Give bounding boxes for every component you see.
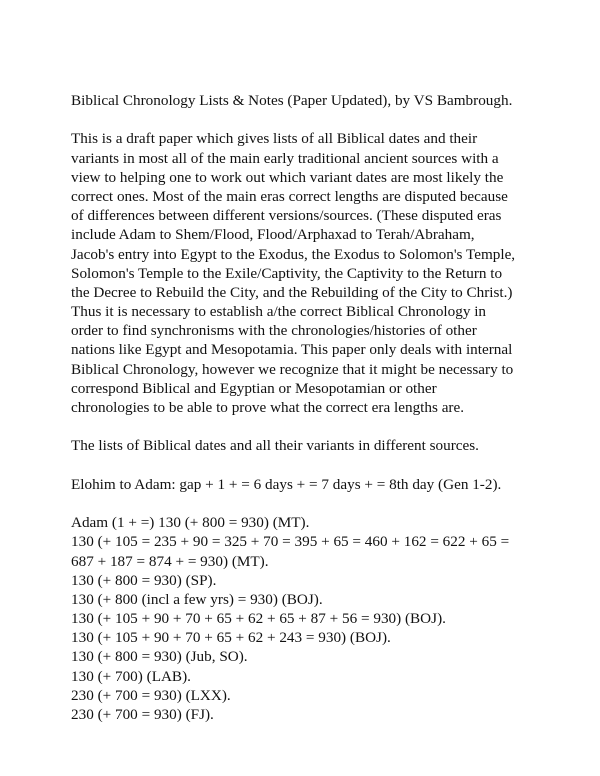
intro-line: This is a draft paper which gives lists of all Biblical dates and their — [71, 130, 478, 148]
adam-entry: 130 (+ 105 = 235 + 90 = 325 + 70 = 395 + 65 = 460 + 162 = 622 + 65 = — [71, 533, 510, 551]
adam-entry: 687 + 187 = 874 + = 930) (MT). — [71, 552, 269, 570]
adam-entry: 230 (+ 700 = 930) (FJ). — [71, 706, 214, 723]
adam-entry: 130 (+ 105 + 90 + 70 + 65 + 62 + 243 = 930) (BOJ). — [71, 629, 391, 647]
intro-line: variants in most all of the main early traditional ancient sources with a — [71, 149, 499, 167]
lists-heading: The lists of Biblical dates and all their variants in different sources. — [71, 437, 479, 455]
adam-entry: 130 (+ 800 = 930) (Jub, SO). — [71, 648, 248, 666]
intro-line: include Adam to Shem/Flood, Flood/Arphaxad to Terah/Abraham, — [71, 226, 475, 244]
lists-heading-paragraph — [71, 436, 541, 455]
intro-line: order to find synchronisms with the chronologies/histories of other — [71, 322, 477, 340]
adam-entry: 230 (+ 700 = 930) (LXX). — [71, 686, 231, 704]
intro-line: correct ones. Most of the main eras correct lengths are disputed because — [71, 187, 508, 205]
adam-entry: Adam (1 + =) 130 (+ 800 = 930) (MT). — [71, 514, 310, 532]
intro-line: Solomon's Temple to the Exile/Captivity, the Captivity to the Return to — [71, 264, 503, 282]
elohim-to-adam-entry: Elohim to Adam: gap + 1 + = 6 days + = 7 days + = 8th day (Gen 1-2). — [71, 475, 502, 493]
intro-paragraph — [71, 129, 541, 417]
adam-entries-list — [71, 513, 541, 724]
elohim-paragraph — [71, 475, 541, 494]
adam-entry: 130 (+ 700) (LAB). — [71, 667, 191, 685]
intro-line: of differences between different versions/sources. (These disputed eras — [71, 207, 502, 225]
intro-line: correspond Biblical and Egyptian or Mesopotamian or other — [71, 379, 437, 397]
document-body — [71, 91, 541, 724]
intro-line: view to helping one to work out which variant dates are most likely the — [71, 168, 504, 186]
document-title: Biblical Chronology Lists & Notes (Paper Updated), by VS Bambrough. — [71, 92, 513, 109]
intro-line: nations like Egypt and Mesopotamia. This paper only deals with internal — [71, 341, 513, 359]
document-title-paragraph — [71, 91, 541, 110]
adam-entry: 130 (+ 800 = 930) (SP). — [71, 571, 217, 589]
intro-line: chronologies to be able to prove what the correct era lengths are. — [71, 399, 465, 416]
intro-line: Jacob's entry into Egypt to the Exodus, the Exodus to Solomon's Temple, — [71, 245, 516, 263]
intro-line: Thus it is necessary to establish a/the correct Biblical Chronology in — [71, 303, 487, 321]
intro-line: Biblical Chronology, however we recognize that it might be necessary to — [71, 360, 514, 378]
adam-entry: 130 (+ 800 (incl a few yrs) = 930) (BOJ). — [71, 590, 323, 608]
adam-entry: 130 (+ 105 + 90 + 70 + 65 + 62 + 65 + 87 + 56 = 930) (BOJ). — [71, 610, 446, 628]
intro-line: the Decree to Rebuild the City, and the Rebuilding of the City to Christ.) — [71, 283, 513, 301]
